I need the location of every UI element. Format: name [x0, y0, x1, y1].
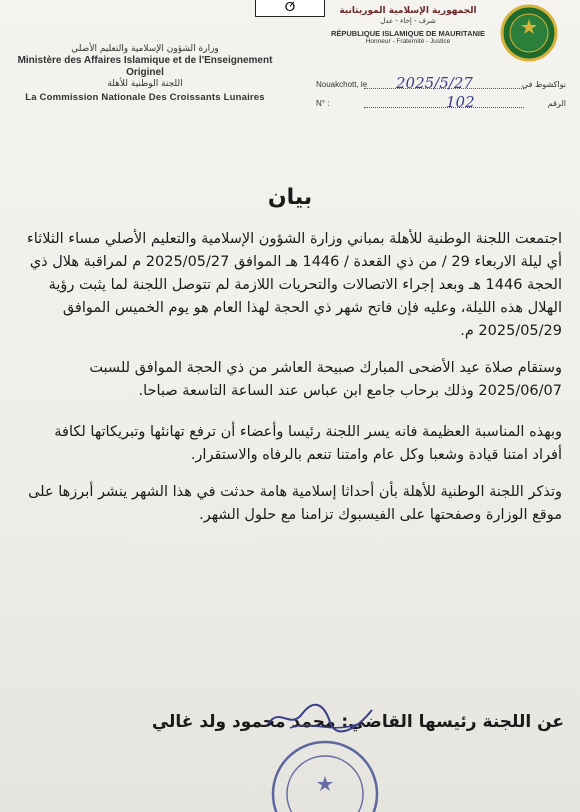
republic-header	[318, 6, 498, 45]
place-date-label-ar: نواكشوط في	[521, 80, 566, 89]
paragraph-reminder: وتذكر اللجنة الوطنية للأهلة بأن أحداثا إسلامية هامة حدثت في هذا الشهر ينشر أبرزها على موقع الوزارة وصفحتها على الفيسبوك تزامنا مع حلول الشهر.	[28, 484, 562, 523]
commission-name-french: La Commission Nationale Des Croissants Lunaires	[25, 92, 265, 103]
statement-body	[26, 228, 562, 527]
dotted-line	[364, 107, 524, 108]
number-row	[316, 95, 566, 113]
number-handwritten: 102	[446, 93, 475, 111]
motto-french: Honneur - Fraternité - Justice	[365, 38, 451, 45]
date-handwritten: 2025/5/27	[396, 74, 473, 92]
official-stamp	[260, 732, 390, 812]
national-emblem-icon	[500, 4, 558, 62]
top-marker: ⵚ	[255, 0, 325, 17]
ministry-name-french-1: Ministère des Affaires Islamique et de l'Enseignement	[17, 55, 273, 66]
paragraph-eid-prayer: وستقام صلاة عيد الأضحى المبارك صبيحة العاشر من ذي الحجة الموافق للسبت 2025/06/07 وذلك برحاب جامع ابن عباس عند الساعة التاسعة صباحا.	[89, 360, 562, 399]
document-title: بيان	[267, 185, 313, 210]
number-label-fr: N° :	[316, 99, 330, 108]
place-date-row	[316, 76, 566, 94]
paragraph-moon-sighting: اجتمعت اللجنة الوطنية للأهلة بمباني وزارة الشؤون الإسلامية والتعليم الأصلي مساء الثلاثاء أي ليلة الاربعاء 29 / من ذي القعدة / 1446 هـ الموافق 2025/05/27 م لمراقبة هلال ذي الحجة 1446 هـ وبعد إجراء الاتصالات والتحريات اللازمة لم تتوصل اللجنة لما يثبت رؤية الهلال هذه الليلة، وعليه فإن فاتح شهر ذي الحجة لهذا العام هو يوم الخميس الموافق 2025/05/29 م.	[26, 231, 562, 339]
ministry-name-french-2: Originel	[126, 67, 164, 78]
republic-name-french: RÉPUBLIQUE ISLAMIQUE DE MAURITANIE	[330, 29, 486, 38]
signature-line: عن اللجنة رئيسها القاضي: محمد محمود ولد غالي	[151, 712, 564, 732]
ministry-header	[10, 44, 280, 103]
number-label-ar: الرقم	[547, 99, 566, 108]
ministry-name-arabic: وزارة الشؤون الإسلامية والتعليم الأصلي	[71, 44, 219, 54]
place-date-label-fr: Nouakchott, le	[316, 80, 368, 89]
motto-arabic: شرف - إخاء - عدل	[380, 17, 436, 25]
handwritten-signature	[260, 700, 380, 736]
paragraph-congratulations: وبهذه المناسبة العظيمة فانه يسر اللجنة رئيسا وأعضاء أن ترفع تهانئها وتبريكاتها لكافة أفراد امتنا قيادة وشعبا وكل عام وامتنا تنعم بالرفاه والاستقرار.	[54, 424, 562, 463]
commission-name-arabic: اللجنة الوطنية للأهلة	[107, 79, 183, 89]
republic-name-arabic: الجمهورية الإسلامية الموريتانية	[339, 6, 477, 16]
